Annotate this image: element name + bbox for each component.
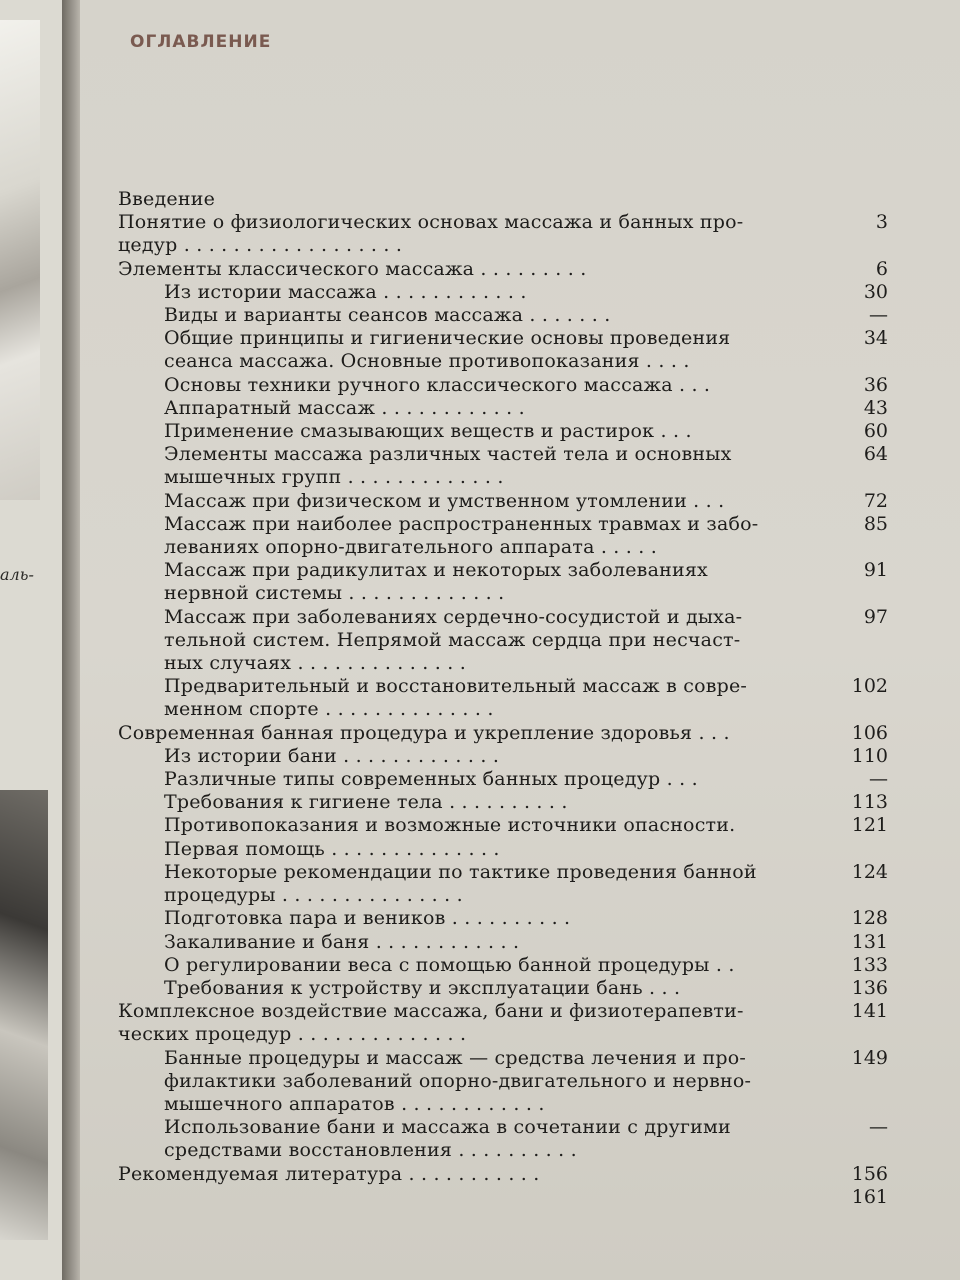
toc-entry xyxy=(118,327,888,350)
toc-page-number: 128 xyxy=(851,907,888,930)
toc-entry xyxy=(118,884,888,907)
book-gutter xyxy=(62,0,80,1280)
toc-page-number: 121 xyxy=(851,814,888,837)
toc-page-number: 136 xyxy=(851,976,888,999)
toc-entry-title: нервной системы . . . . . . . . . . . . . xyxy=(164,582,505,605)
toc-entry xyxy=(118,768,888,791)
toc-entry xyxy=(118,397,888,420)
toc-entry-title: процедуры . . . . . . . . . . . . . . . xyxy=(164,884,463,907)
toc-page-number: 110 xyxy=(851,744,888,767)
toc-entry-title: леваниях опорно-двигательного аппарата . . . . . xyxy=(164,536,657,559)
toc-entry-title: Первая помощь . . . . . . . . . . . . . . xyxy=(164,837,500,860)
toc-page-number: 131 xyxy=(851,930,888,953)
toc-page-number: 85 xyxy=(863,512,888,535)
toc-entry-title: Понятие о физиологических основах массажа и банных про- xyxy=(118,211,744,234)
toc-entry xyxy=(118,977,888,1000)
toc-entry-title: ческих процедур . . . . . . . . . . . . . . xyxy=(118,1023,467,1046)
toc-entry xyxy=(118,629,888,652)
toc-entry-title: Требования к гигиене тела . . . . . . . . . . xyxy=(164,791,568,814)
toc-entry-title: Общие принципы и гигиенические основы проведения xyxy=(164,327,731,350)
toc-page-number: 6 xyxy=(875,257,888,280)
toc-entry xyxy=(118,698,888,721)
toc-entry xyxy=(118,443,888,466)
toc-entry-title: Подготовка пара и веников . . . . . . . . . . xyxy=(164,907,571,930)
toc-page-number: 141 xyxy=(851,1000,888,1023)
toc-page-number: 106 xyxy=(851,721,888,744)
toc-entry-title: Закаливание и баня . . . . . . . . . . . . xyxy=(164,930,520,953)
toc-page-number: — xyxy=(869,304,888,327)
toc-entry xyxy=(118,420,888,443)
toc-entry xyxy=(118,466,888,489)
toc-entry xyxy=(118,188,888,211)
adjacent-photo-top xyxy=(0,20,40,500)
toc-page-number: 102 xyxy=(851,675,888,698)
toc-entry-title: сеанса массажа. Основные противопоказания . . . . xyxy=(164,350,690,373)
toc-entry xyxy=(118,536,888,559)
toc-entry-title: мышечного аппаратов . . . . . . . . . . . . xyxy=(164,1092,545,1115)
toc-entry xyxy=(118,814,888,837)
toc-entry xyxy=(118,606,888,629)
toc-entry xyxy=(118,582,888,605)
toc-page-number: 64 xyxy=(863,443,888,466)
toc-entry xyxy=(118,838,888,861)
toc-page-number: 149 xyxy=(851,1046,888,1069)
toc-entry-title: Элементы массажа различных частей тела и основных xyxy=(164,443,732,466)
toc-entry xyxy=(118,1116,888,1139)
toc-entry-title: Применение смазывающих веществ и растирок . . . xyxy=(164,420,692,443)
toc-entry xyxy=(118,907,888,930)
toc-entry-title: Комплексное воздействие массажа, бани и физиотерапевти- xyxy=(118,1000,744,1023)
toc-entry xyxy=(118,675,888,698)
toc-entry xyxy=(118,1070,888,1093)
toc-entry xyxy=(118,559,888,582)
toc-entry xyxy=(118,745,888,768)
toc-entry-title: Аппаратный массаж . . . . . . . . . . . . xyxy=(164,396,525,419)
toc-entry xyxy=(118,258,888,281)
toc-entry-title: Современная банная процедура и укрепление здоровья . . . xyxy=(118,721,730,744)
toc-entry-title: Противопоказания и возможные источники опасности. xyxy=(164,814,736,837)
toc-entry-title: Банные процедуры и массаж — средства лечения и про- xyxy=(164,1046,746,1069)
toc-entry-title: ных случаях . . . . . . . . . . . . . . xyxy=(164,652,466,675)
toc-entry xyxy=(118,931,888,954)
toc-entry xyxy=(118,861,888,884)
toc-entry xyxy=(118,374,888,397)
toc-entry xyxy=(118,1000,888,1023)
toc-entry xyxy=(118,490,888,513)
toc-entry xyxy=(118,722,888,745)
toc-entry xyxy=(118,211,888,234)
toc-entry xyxy=(118,1186,888,1209)
toc-page-number: 34 xyxy=(863,327,888,350)
toc-page-number: 113 xyxy=(851,791,888,814)
toc-entry xyxy=(118,513,888,536)
toc-page-number: 3 xyxy=(875,211,888,234)
toc-entry-title: средствами восстановления . . . . . . . . . . xyxy=(164,1139,577,1162)
toc-entry xyxy=(118,1163,888,1186)
toc-page-number: 133 xyxy=(851,953,888,976)
toc-page-number: 72 xyxy=(863,489,888,512)
toc-entry xyxy=(118,954,888,977)
toc-entry-title: Массаж при наиболее распространенных травмах и забо- xyxy=(164,512,759,535)
toc-entry-title: Требования к устройству и эксплуатации бань . . . xyxy=(164,976,681,999)
toc-entry-title: Различные типы современных банных процедур . . . xyxy=(164,768,698,791)
toc-entry-title: Использование бани и массажа в сочетании с другими xyxy=(164,1116,731,1139)
toc-page-number: 97 xyxy=(863,605,888,628)
toc-page-number: 161 xyxy=(851,1185,888,1208)
toc-entry xyxy=(118,350,888,373)
toc-entry xyxy=(118,652,888,675)
toc-page-number: — xyxy=(869,1116,888,1139)
toc-entry xyxy=(118,234,888,257)
toc-entry xyxy=(118,1023,888,1046)
toc-entry-title: Предварительный и восстановительный массаж в совре- xyxy=(164,675,748,698)
toc-entry-title: Элементы классического массажа . . . . . . . . . xyxy=(118,257,587,280)
toc-entry-title: тельной систем. Непрямой массаж сердца при несчаст- xyxy=(164,628,741,651)
adjacent-caption-fragment: аль- xyxy=(0,565,34,584)
toc-entry-title: Из истории бани . . . . . . . . . . . . . xyxy=(164,744,500,767)
toc-entry-title: Виды и варианты сеансов массажа . . . . . . . xyxy=(164,304,611,327)
toc-entry-title: Из истории массажа . . . . . . . . . . . . xyxy=(164,280,527,303)
page-heading: ОГЛАВЛЕНИЕ xyxy=(130,32,272,52)
table-of-contents xyxy=(118,188,888,1209)
toc-entry-title: Некоторые рекомендации по тактике проведения банной xyxy=(164,860,757,883)
toc-page-number: 36 xyxy=(863,373,888,396)
toc-entry xyxy=(118,1139,888,1162)
toc-page-number: 60 xyxy=(863,420,888,443)
toc-page-number: 156 xyxy=(851,1162,888,1185)
toc-entry-title: Массаж при заболеваниях сердечно-сосудистой и дыха- xyxy=(164,605,743,628)
toc-entry-title: Основы техники ручного классического массажа . . . xyxy=(164,373,711,396)
toc-entry-title: Введение xyxy=(118,188,216,210)
toc-entry xyxy=(118,281,888,304)
toc-entry xyxy=(118,304,888,327)
toc-entry-title: Массаж при радикулитах и некоторых заболеваниях xyxy=(164,559,708,582)
toc-entry-title: филактики заболеваний опорно-двигательного и нервно- xyxy=(164,1069,752,1092)
toc-entry xyxy=(118,1047,888,1070)
toc-entry-title: мышечных групп . . . . . . . . . . . . . xyxy=(164,466,504,489)
toc-entry-title: Рекомендуемая литература . . . . . . . . . . . xyxy=(118,1162,540,1185)
toc-entry-title: менном спорте . . . . . . . . . . . . . . xyxy=(164,698,494,721)
toc-entry-title: О регулировании веса с помощью банной процедуры . . xyxy=(164,953,735,976)
toc-page-number: 91 xyxy=(863,559,888,582)
toc-entry-title: цедур . . . . . . . . . . . . . . . . . . xyxy=(118,234,403,257)
toc-entry xyxy=(118,1093,888,1116)
adjacent-photo-bottom xyxy=(0,790,48,1240)
adjacent-page xyxy=(0,0,62,1280)
toc-page-number: 30 xyxy=(863,280,888,303)
toc-entry xyxy=(118,791,888,814)
toc-page-number: 124 xyxy=(851,860,888,883)
toc-page-number: 43 xyxy=(863,396,888,419)
toc-page-number: — xyxy=(869,768,888,791)
toc-entry-title: Массаж при физическом и умственном утомлении . . . xyxy=(164,489,725,512)
